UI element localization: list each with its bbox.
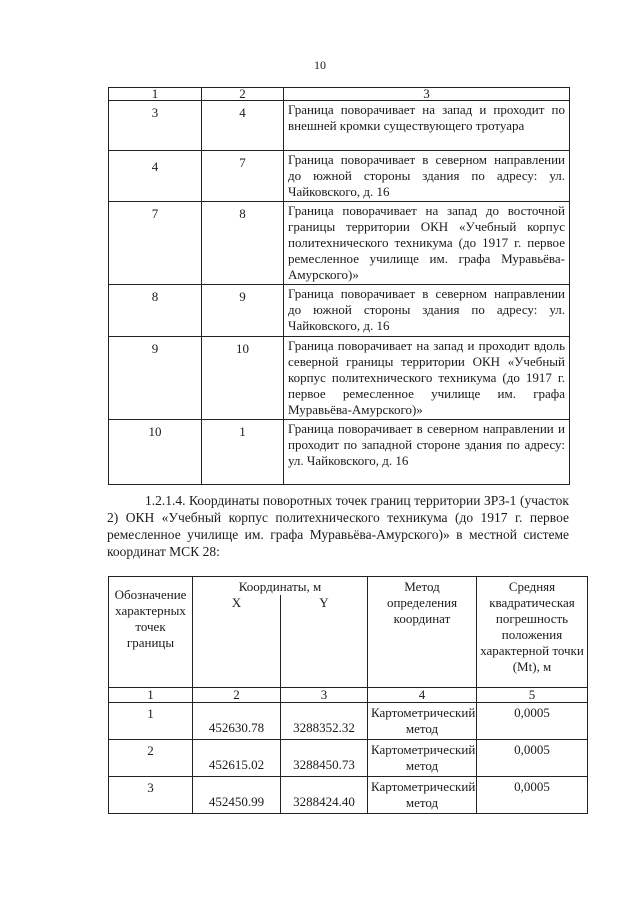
- to-point-cell: 1: [202, 420, 284, 485]
- y-cell: 3288352.32: [281, 702, 368, 739]
- table-row: [109, 285, 570, 337]
- error-header: Средняя квадратическая погрешность положения характерной точки (Mt), м: [477, 577, 588, 688]
- boundary-description-table: [108, 87, 570, 485]
- table-row: [109, 337, 570, 420]
- y-cell: 3288450.73: [281, 739, 368, 776]
- table-row: [109, 101, 570, 151]
- description-cell: Граница поворачивает в северном направлении и проходит по западной стороне здания по адресу: ул. Чайковского, д. 16: [284, 420, 570, 485]
- table-row: [109, 420, 570, 485]
- from-point-cell: 8: [109, 285, 202, 337]
- page-number: 10: [314, 58, 326, 72]
- error-cell: 0,0005: [477, 739, 588, 776]
- point-cell: 1: [109, 702, 193, 739]
- to-point-cell: 7: [202, 151, 284, 202]
- description-cell: Граница поворачивает на запад и проходит вдоль северной границы территории ОКН «Учебный корпус политехнического техникума (до 1917 г. первое ремесленное училище им. графа Муравьёва-Амурского)»: [284, 337, 570, 420]
- table-row: [109, 151, 570, 202]
- point-cell: 2: [109, 739, 193, 776]
- from-point-cell: 3: [109, 101, 202, 151]
- x-header: X: [193, 595, 281, 687]
- column-header: 2: [202, 88, 284, 101]
- paragraph-text: 1.2.1.4. Координаты поворотных точек границ территории ЗРЗ-1 (участок 2) ОКН «Учебный корпус политехнического техникума (до 1917 г. первое ремесленное училище им. графа Муравьёва-Амурского)» в местной системе координат МСК 28:: [107, 493, 569, 559]
- from-point-cell: 7: [109, 202, 202, 285]
- method-cell: Картометрический метод: [368, 702, 477, 739]
- to-point-cell: 10: [202, 337, 284, 420]
- column-number: 2: [193, 687, 281, 702]
- table-header-row: [109, 577, 588, 596]
- from-point-cell: 9: [109, 337, 202, 420]
- table-row: [109, 702, 588, 739]
- column-number: 1: [109, 687, 193, 702]
- point-cell: 3: [109, 776, 193, 813]
- x-cell: 452630.78: [193, 702, 281, 739]
- y-cell: 3288424.40: [281, 776, 368, 813]
- column-number: 4: [368, 687, 477, 702]
- column-number: 3: [281, 687, 368, 702]
- to-point-cell: 9: [202, 285, 284, 337]
- x-cell: 452615.02: [193, 739, 281, 776]
- table-row: [109, 739, 588, 776]
- method-header: Метод определения координат: [368, 577, 477, 688]
- to-point-cell: 8: [202, 202, 284, 285]
- to-point-cell: 4: [202, 101, 284, 151]
- error-cell: 0,0005: [477, 776, 588, 813]
- error-cell: 0,0005: [477, 702, 588, 739]
- table-row: [109, 776, 588, 813]
- description-cell: Граница поворачивает на запад до восточной границы территории ОКН «Учебный корпус политехнического техникума (до 1917 г. первое ремесленное училище им. графа Муравьёва-Амурского)»: [284, 202, 570, 285]
- coordinates-paragraph: [107, 492, 569, 560]
- column-number-row: [109, 687, 588, 702]
- from-point-cell: 10: [109, 420, 202, 485]
- description-cell: Граница поворачивает на запад и проходит по внешней кромки существующего тротуара: [284, 101, 570, 151]
- from-point-cell: 4: [109, 151, 202, 202]
- y-header: Y: [281, 595, 368, 687]
- table-header-row: [109, 88, 570, 101]
- coordinates-header: Координаты, м: [193, 577, 368, 596]
- description-cell: Граница поворачивает в северном направлении до южной стороны здания по адресу: ул. Чайковского, д. 16: [284, 285, 570, 337]
- column-number: 5: [477, 687, 588, 702]
- x-cell: 452450.99: [193, 776, 281, 813]
- column-header: 3: [284, 88, 570, 101]
- description-cell: Граница поворачивает в северном направлении до южной стороны здания по адресу: ул. Чайковского, д. 16: [284, 151, 570, 202]
- method-cell: Картометрический метод: [368, 739, 477, 776]
- coordinates-table: [108, 576, 588, 814]
- method-cell: Картометрический метод: [368, 776, 477, 813]
- point-designation-header: Обозначение характерных точек границы: [109, 577, 193, 688]
- column-header: 1: [109, 88, 202, 101]
- table-row: [109, 202, 570, 285]
